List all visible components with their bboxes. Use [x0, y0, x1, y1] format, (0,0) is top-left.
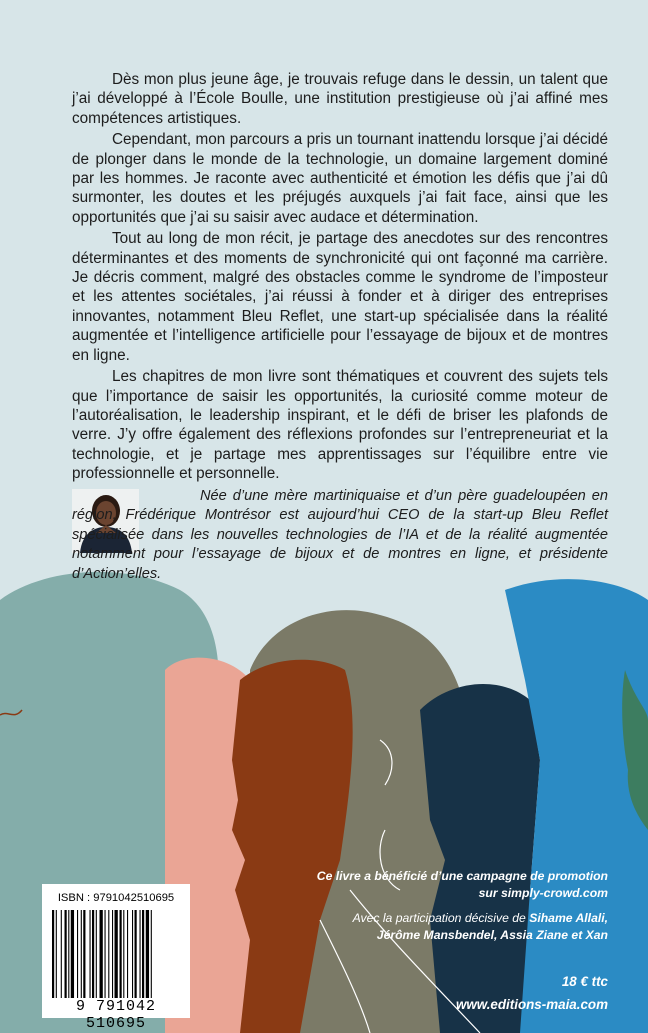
author-bio-text: Née d’une mère martiniquaise et d’un père guadeloupéen en région, Frédérique Montrésor est aujourd’hui CEO de la start-up Bleu Reflet spécialisée dans les nouvelles technologies de l’IA et de la réalité augmentée notamment pour l’essayage de bijoux et de montres en ligne, et présidente d’Action’elles. — [72, 488, 608, 582]
author-bio — [72, 487, 608, 584]
credits-name-1: Sihame Allali, — [529, 911, 608, 925]
barcode-bars — [52, 910, 180, 998]
paragraph: Tout au long de mon récit, je partage des anecdotes sur des rencontres déterminantes et des moments de synchronicité qui ont façonné ma carrière. Je décris comment, malgré des obstacles comme le syndrome de l’imposteur et les attentes sociétales, j’ai réussi à fonder et à diriger des entreprises innovantes, notamment Bleu Reflet, une start-up spécialisée dans la réalité augmentée et l’intelligence artificielle pour l’essayage de bijoux et de montres en ligne. — [72, 230, 608, 364]
promo-line-1: Ce livre a bénéficié d’une campagne de promotion — [316, 869, 608, 883]
website: www.editions-maia.com — [455, 997, 608, 1012]
paragraph: Cependant, mon parcours a pris un tournant inattendu lorsque j’ai décidé de plonger dans le monde de la technologie, un domaine largement dominé par les hommes. Je raconte avec authenticité et émotion les défis que j’ai dû surmonter, les doutes et les préjugés auxquels j’ai fait face, ainsi que les opportunités que j’ai su saisir avec audace et détermination. — [72, 131, 608, 226]
credits-names-2: Jérôme Mansbendel, Assia Ziane et Xan — [376, 928, 608, 942]
paragraph: Dès mon plus jeune âge, je trouvais refuge dans le dessin, un talent que j’ai développé à l’École Boulle, une institution prestigieuse où j’ai affiné mes compétences artistiques. — [72, 71, 608, 127]
price: 18 € ttc — [561, 974, 608, 989]
body-text — [72, 70, 608, 486]
promo-line-2: sur simply-crowd.com — [478, 886, 608, 900]
barcode-digits: 9 791042 510695 — [75, 998, 156, 1032]
paragraph: Les chapitres de mon livre sont thématiques et couvrent des sujets tels que l’importance de saisir les opportunités, la curiosité comme moteur de l’autoréalisation, le leadership inspirant, et le défi de briser les plafonds de verre. J’y offre également des réflexions profondes sur l’entrepreneuriat et la technologie, et je partage mes apprentissages sur l’équilibre entre vie professionnelle et personnelle. — [72, 368, 608, 483]
isbn-label: ISBN : 9791042510695 — [57, 892, 175, 904]
promotion-note — [278, 868, 608, 902]
barcode-box — [42, 884, 190, 1032]
credits-prefix: Avec la participation décisive de — [352, 911, 526, 925]
credits — [278, 910, 608, 944]
